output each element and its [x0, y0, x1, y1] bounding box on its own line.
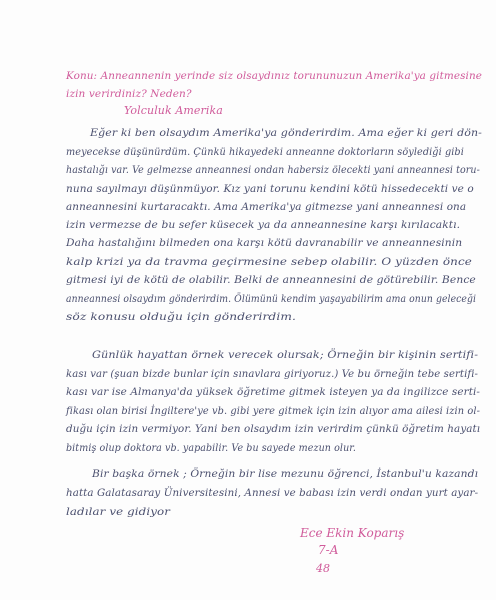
essay-line: meyecekse düşünürdüm. Çünkü hikayedeki anneanne doktorların söylediği gibi [66, 146, 464, 158]
essay-line: anneannesini kurtaracaktı. Ama Amerika'ya gitmezse yani anneannesi ona [66, 201, 467, 213]
essay-line: kası var ise Almanya'da yüksek öğretime gitmek isteyen ya da ingilizce serti- [66, 386, 481, 398]
essay-line: Eğer ki ben olsaydım Amerika'ya gönderirdim. Ama eğer ki geri dön- [90, 127, 482, 139]
essay-title: Yolculuk Amerika [124, 104, 223, 117]
essay-line: fikası olan birisi İngiltere'ye vb. gibi yere gitmek için izin alıyor ama ailesi izin ol- [66, 405, 481, 417]
essay-line: söz konusu olduğu için gönderirdim. [66, 311, 297, 323]
signature-name: Ece Ekin Koparış [300, 526, 405, 540]
essay-line: izin vermezse de bu sefer küsecek ya da anneannesine karşı kırılacaktı. [66, 219, 461, 231]
essay-line: nuna sayılmayı düşünmüyor. Kız yani torunu kendini kötü hissedecekti ve o [66, 183, 474, 195]
essay-line: kalp krizi ya da travma geçirmesine sebep olabilir. O yüzden önce [66, 256, 472, 268]
signature-number: 48 [316, 562, 330, 575]
essay-line: kası var (şuan bizde bunlar için sınavlara giriyoruz.) Ve bu örneğin tebe sertifi- [66, 368, 479, 380]
prompt-line-2 [66, 88, 192, 100]
prompt-label: Konu: [66, 70, 98, 82]
essay-line: ladılar ve gidiyor [66, 506, 171, 518]
essay-line: Daha hastalığını bilmeden ona karşı kötü davranabilir ve anneannesinin [66, 237, 463, 249]
prompt-line-1 [66, 70, 482, 82]
prompt-text-1: Anneannenin yerinde siz olsaydınız torununuzun Amerika'ya gitmesine [100, 70, 483, 82]
signature-class: 7-A [318, 543, 339, 557]
essay-line: hatta Galatasaray Üniversitesini, Annesi ve babası izin verdi ondan yurt ayar- [66, 487, 479, 499]
essay-line: hastalığı var. Ve gelmezse anneannesi ondan habersiz ölecekti yani anneannesi toru- [66, 164, 480, 176]
prompt-text-2: izin verirdiniz? Neden? [66, 88, 192, 100]
essay-line: anneannesi olsaydım gönderirdim. Ölümünü kendim yaşayabilirim ama onun geleceği [66, 293, 477, 305]
essay-line: duğu için izin vermiyor. Yani ben olsaydım izin verirdim çünkü öğretim hayatı [66, 423, 481, 435]
essay-line: gitmesi iyi de kötü de olabilir. Belki de anneannesini de götürebilir. Bence [66, 274, 476, 286]
essay-line: bitmiş olup doktora vb. yapabilir. Ve bu sayede mezun olur. [66, 442, 356, 454]
essay-line: Günlük hayattan örnek verecek olursak; Örneğin bir kişinin sertifi- [92, 349, 479, 361]
essay-line: Bir başka örnek ; Örneğin bir lise mezunu öğrenci, İstanbul'u kazandı [92, 468, 479, 480]
